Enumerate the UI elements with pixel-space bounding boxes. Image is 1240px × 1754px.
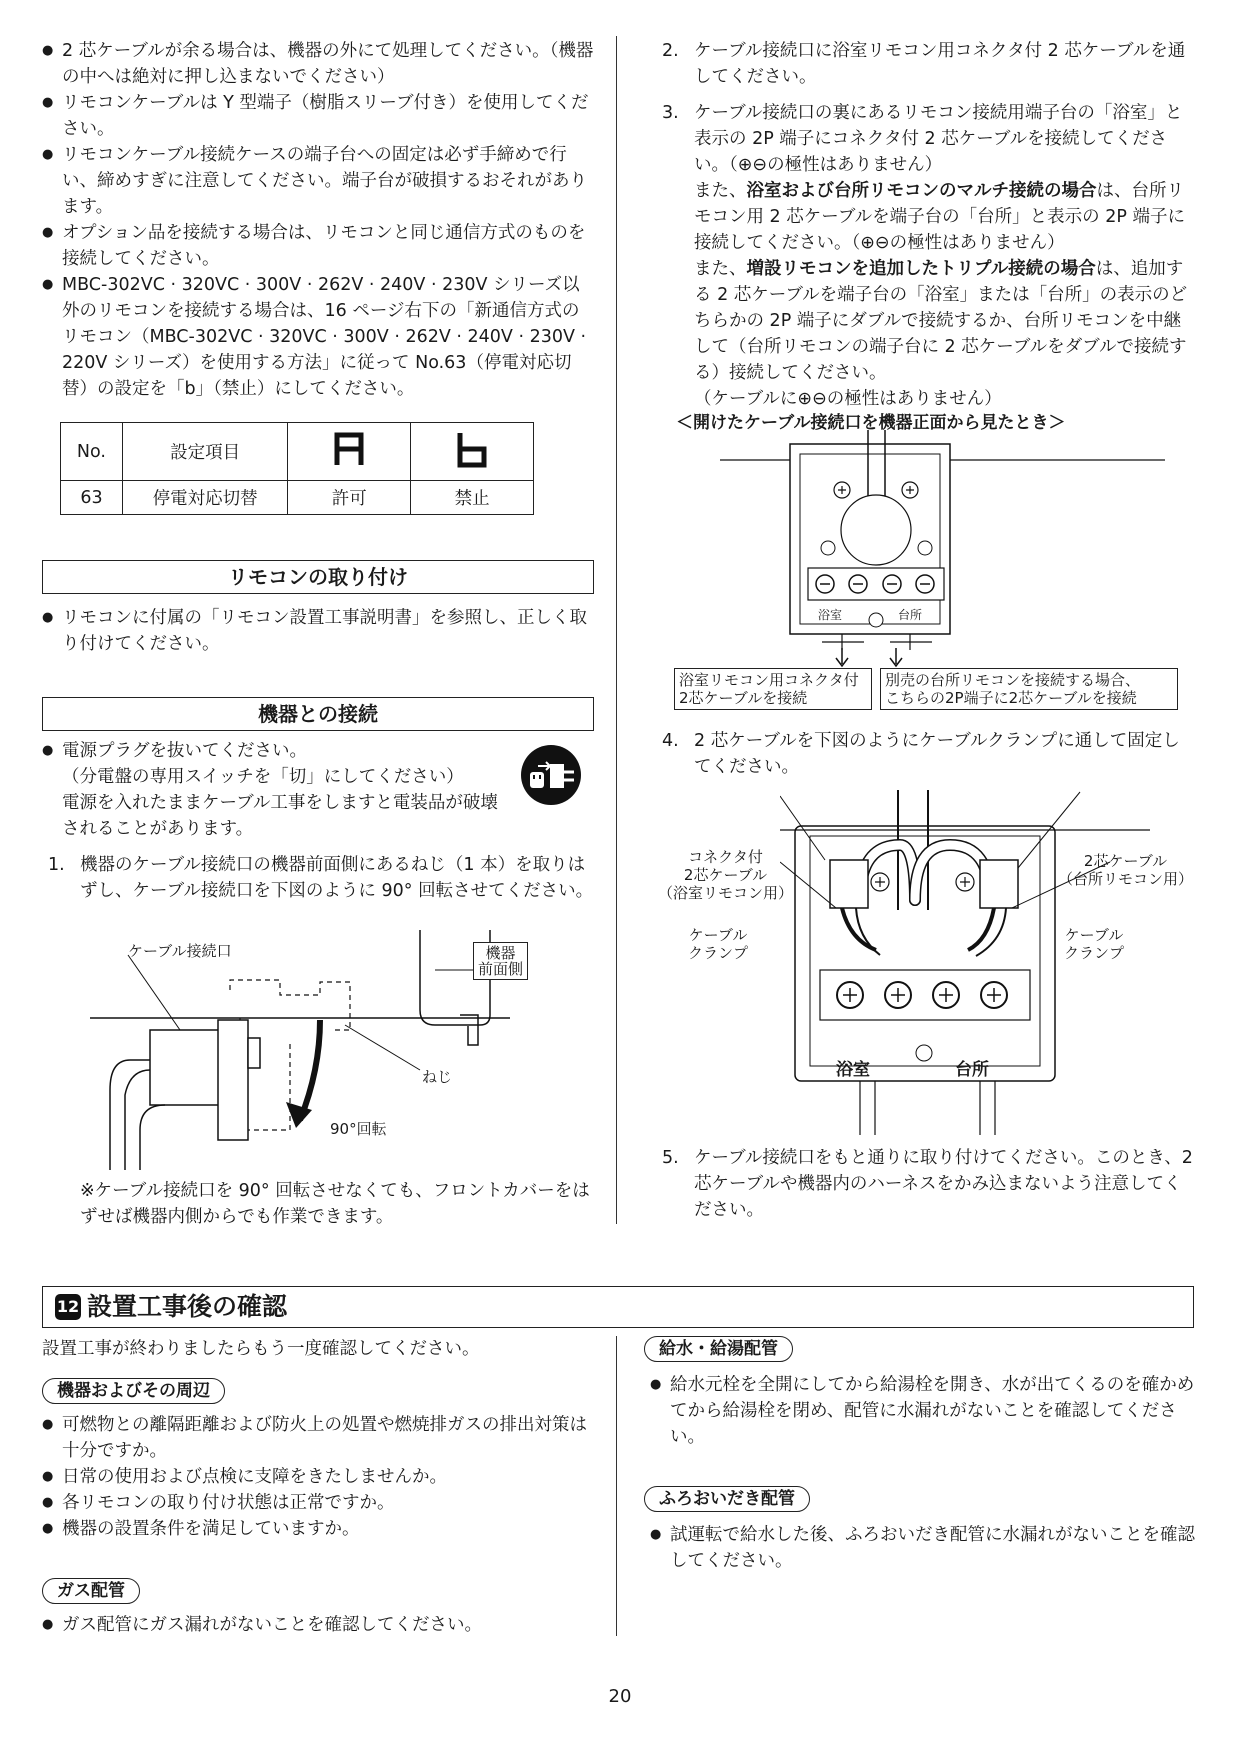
list-item: ● 試運転で給水した後、ふろおいだき配管に水漏れがないことを確認してください。 [650,1522,1195,1574]
segment-a-icon [329,429,369,469]
group-heading-gas: ガス配管 [42,1578,140,1604]
step-number: 3. [662,103,679,123]
step-number: 1. [48,855,65,875]
step-text-multi: また、浴室および台所リモコンのマルチ接続の場合は、台所リモコン用 2 芯ケーブルを端子台の「台所」と表示の 2P 端子に接続してください。（⊕⊖の極性はありません） [694,181,1185,253]
step-3 [656,100,1196,412]
list-item: ● ガス配管にガス漏れがないことを確認してください。 [42,1612,594,1638]
cable-clamp-diagram [780,790,1150,1135]
setting-table [60,422,534,515]
step-list-left [42,852,594,914]
device-connection-heading: 機器との接続 [42,697,594,731]
step-text-polarity: （ケーブルに⊕⊖の極性はありません） [694,389,1002,409]
step-text: ケーブル接続口をもと通りに取り付けてください。このとき、2 芯ケーブルや機器内のハーネスをかみ込まないよう注意してください。 [694,1148,1193,1220]
power-warning: ● 電源プラグを抜いてください。 （分電盤の専用スイッチを「切」にしてください） 電源を入れたままケーブル工事をしますと電装品が破壊されることがあります。 [42,738,512,842]
step-4 [656,728,1196,780]
table-cell: 63 [61,481,123,515]
page-number: 20 [608,1686,632,1707]
list-item: ● リモコンケーブルは Y 型端子（樹脂スリーブ付き）を使用してください。 [42,90,594,142]
unplug-icon [520,744,582,806]
step-list-right-2 [656,728,1196,790]
section-title: 設置工事後の確認 [87,1292,288,1321]
group-heading-surroundings: 機器およびその周辺 [42,1378,225,1404]
list-item: ● MBC-302VC · 320VC · 300V · 262V · 240V · 230V シリーズ以外のリモコンを接続する場合は、16 ページ右下の「新通信方式のリモコン（MBC-302VC · 320VC · 300V · 262V · 240V · 230V · 220V シリーズ）を使用する方法」に従って No.63（停電対応切替）の設定を「b」（禁止）にしてください。 [42,272,594,402]
section-number-badge: 12 [55,1294,81,1320]
list-item: ● オプション品を接続する場合は、リモコンと同じ通信方式のものを接続してください。 [42,220,594,272]
list-item: ● リモコンケーブル接続ケースの端子台への固定は必ず手締めで行い、締めすぎに注意してください。端子台が破損するおそれがあります。 [42,142,594,220]
list-item: ● リモコンに付属の「リモコン設置工事説明書」を参照し、正しく取り付けてください。 [42,605,594,657]
terminal-label-kitchen: 台所 [898,608,923,622]
section-title-bar [42,1286,1194,1328]
list-item: ● 給水元栓を全開にしてから給湯栓を開き、水が出てくるのを確かめてから給湯栓を閉め、配管に水漏れがないことを確認してください。 [650,1372,1195,1450]
down-arrows-icon [830,648,910,670]
step-text-triple: また、増設リモコンを追加したトリプル接続の場合は、追加する 2 芯ケーブルを端子台の「浴室」または「台所」の表示のどちらかの 2P 端子にダブルで接続するか、台所リモコンを中継して（台所リモコンの端子台に 2 芯ケーブルをダブルで接続する）接続してください。 [694,259,1188,383]
step-5 [656,1145,1196,1223]
label-screw: ねじ [422,1068,453,1086]
terminal-label-bath: 浴室 [818,608,843,622]
step-text: ケーブル接続口に浴室リモコン用コネクタ付 2 芯ケーブルを通してください。 [694,41,1186,87]
step-number: 4. [662,731,679,751]
group-heading-bath-reheat: ふろおいだき配管 [644,1486,810,1512]
section-intro: 設置工事が終わりましたらもう一度確認してください。 [42,1339,480,1359]
table-cell: 停電対応切替 [122,481,287,515]
step-number: 5. [662,1148,679,1168]
power-warning-line2: （分電盤の専用スイッチを「切」にしてください） [62,767,464,787]
surroundings-list [42,1412,594,1542]
bath-reheat-list [650,1522,1195,1574]
label-clamp-right: ケーブル クランプ [1064,926,1125,962]
rotate-note: ※ケーブル接続口を 90° 回転させなくても、フロントカバーをはずせば機器内側からでも作業できます。 [80,1181,590,1227]
table-header-item: 設定項目 [122,423,287,481]
list-item: ● 機器の設置条件を満足していますか。 [42,1516,594,1542]
label-connector-cable: コネクタ付 2芯ケーブル （浴室リモコン用） [658,848,794,902]
table-cell: 禁止 [411,481,534,515]
group-heading-water: 給水・給湯配管 [644,1336,793,1362]
column-divider [616,36,617,1224]
remocon-install-heading: リモコンの取り付け [42,560,594,594]
segment-b-icon [452,429,492,469]
list-item: ● 可燃物との離隔距離および防火上の処置や燃焼排ガスの排出対策は十分ですか。 [42,1412,594,1464]
label-clamp-left: ケーブル クランプ [688,926,749,962]
table-cell: 許可 [288,481,411,515]
figure-caption: ＜開けたケーブル接続口を機器正面から見たとき＞ [676,413,1066,433]
warning-list [42,38,594,402]
step-text: ケーブル接続口の裏にあるリモコン接続用端子台の「浴室」と表示の 2P 端子にコネクタ付 2 芯ケーブルを接続してください。（⊕⊖の極性はありません） [694,103,1183,175]
step-text: 2 芯ケーブルを下図のようにケーブルクランプに通して固定してください。 [694,731,1180,777]
list-item: ● 日常の使用および点検に支障をきたしませんか。 [42,1464,594,1490]
label-rotate: 90°回転 [330,1120,387,1138]
step-2 [656,38,1196,90]
clamp-label-bath: 浴室 [836,1060,870,1080]
label-cable-port: ケーブル接続口 [128,942,232,960]
gas-list [42,1612,594,1638]
step-text: 機器のケーブル接続口の機器前面側にあるねじ（1 本）を取りはずし、ケーブル接続口を下図のように 90° 回転させてください。 [80,855,594,901]
table-header-no: No. [61,423,123,481]
segment-display-b [411,423,534,481]
segment-display-a [288,423,411,481]
label-device-front: 機器 前面側 [473,942,528,980]
label-box-bath-connector: 浴室リモコン用コネクタ付 2芯ケーブルを接続 [674,668,872,710]
power-warning-line3: 電源を入れたままケーブル工事をしますと電装品が破壊されることがあります。 [62,793,498,839]
power-warning-line1: 電源プラグを抜いてください。 [62,741,307,761]
list-item: ● 2 芯ケーブルが余る場合は、機器の外にて処理してください。（機器の中へは絶対に押し込まないでください） [42,38,594,90]
label-box-kitchen-terminal: 別売の台所リモコンを接続する場合、 こちらの2P端子に2芯ケーブルを接続 [880,668,1178,710]
column-divider-bottom [616,1336,617,1636]
label-kitchen-cable: 2芯ケーブル （台所リモコン用） [1058,852,1194,888]
step-list-right [656,38,1196,422]
step-1 [42,852,594,904]
step-list-right-3 [656,1145,1196,1233]
terminal-block-diagram [720,430,1170,660]
water-list [650,1372,1195,1450]
list-item: ● 各リモコンの取り付け状態は正常ですか。 [42,1490,594,1516]
remocon-install-list [42,605,594,657]
step-number: 2. [662,41,679,61]
clamp-label-kitchen: 台所 [955,1060,989,1080]
